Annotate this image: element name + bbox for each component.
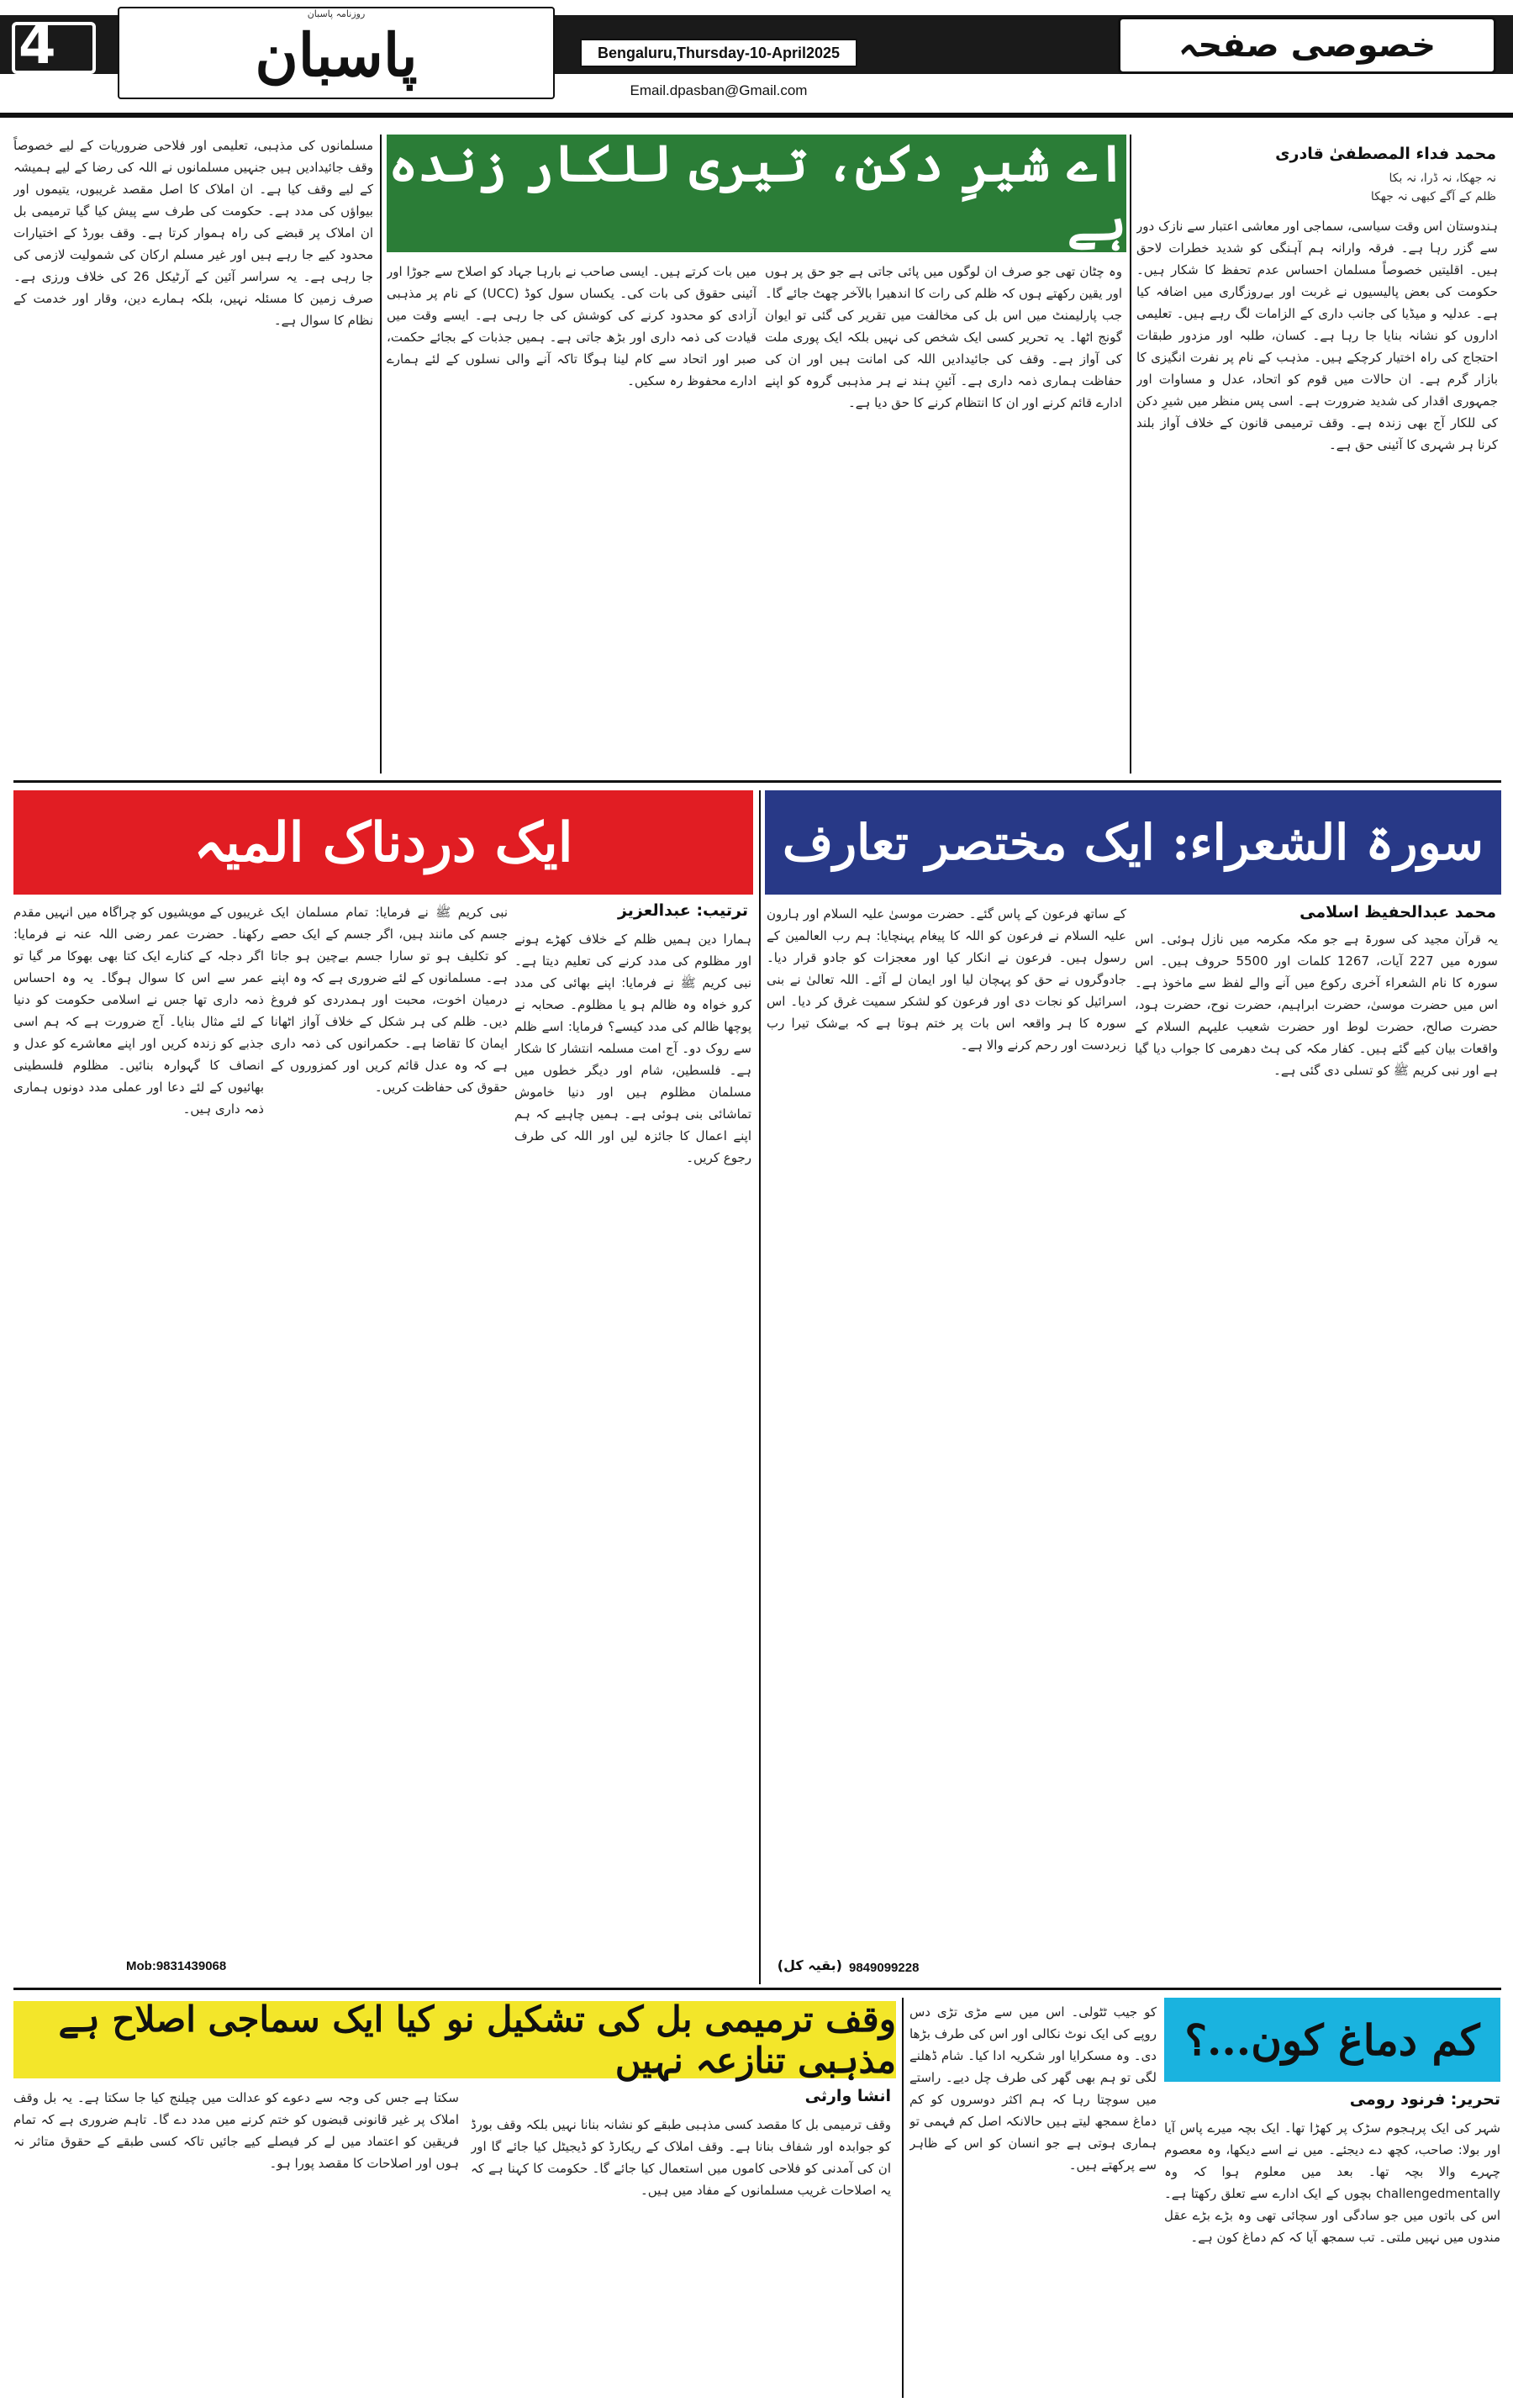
section-divider <box>13 1988 1501 1990</box>
article3-author: محمد عبدالحفیظ اسلامی <box>1299 903 1496 921</box>
article2-column-3: غریبوں کے مویشیوں کو چراگاہ میں انہیں مقدم رکھنا۔ حضرت عمر رضی اللہ عنہ نے فرمایا: اگر دجلہ کے کنارے ایک کتا بھی بھوکا مر گیا تو عمر سے اس کا سوال ہوگا۔ یہ وہ احساس ذمہ داری تھا جس نے اسلامی حکومت کو دنیا کے لئے مثال بنایا۔ آج ضرورت ہے کہ ہم اسی جذبے کو زندہ کریں اور اپنے معاشرے کو عدل و انصاف کا گہوارہ بنائیں۔ مظلوم فلسطینی بھائیوں کے لئے دعا اور عملی مدد دونوں ہماری ذمہ داری ہیں۔ <box>13 905 264 1117</box>
article2-compiler: ترتیب: عبدالعزیز <box>617 901 748 920</box>
column-divider <box>902 1998 904 2398</box>
article1-headline: اے شیرِ دکن، تیری للکار زندہ ہے <box>387 135 1126 252</box>
article5-column-1: شہر کی ایک پرہجوم سڑک پر کھڑا تھا۔ ایک بچہ میرے پاس آیا اور بولا: صاحب، کچھ دے دیجئے۔ میں نے اسے دیکھا، وہ معصوم چہرے والا بچہ تھا۔ بعد میں معلوم ہوا کہ وہ challengedmentally بچوں کے ایک ادارے سے تعلق رکھتا ہے۔ اس کی باتوں میں جو سادگی اور سچائی تھی وہ بڑے بڑے عقل مندوں میں نہیں ملتی۔ تب سمجھ آیا کہ کم دماغ کون ہے۔ <box>1164 2120 1500 2245</box>
article5-headline: کم دماغ کون...؟ <box>1164 1998 1500 2082</box>
article3-phone: 9849099228 <box>849 1961 920 1975</box>
article1-column-3: میں بات کرتے ہیں۔ ایسی صاحب نے بارہا جہاد کو اصلاح سے جوڑا اور آئینی حقوق کی بات کی۔ یکساں سول کوڈ (UCC) کے نام پر مذہبی آزادی کو محدود کرنے کی کوشش کی جا رہی ہے۔ ایسے وقت میں قیادت کی ذمہ داری اور بڑھ جاتی ہے۔ ہمیں جذبات کے بجائے حکمت، صبر اور اتحاد سے کام لینا ہوگا تاکہ آنے والی نسلوں کے لئے ہمارے ادارے محفوظ رہ سکیں۔ <box>387 264 756 388</box>
article4-column-1: وقف ترمیمی بل کا مقصد کسی مذہبی طبقے کو نشانہ بنانا نہیں بلکہ وقف بورڈ کو جوابدہ اور شفاف بنانا ہے۔ وقف املاک کے ریکارڈ کو ڈیجیٹل کیا جائے گا اور ان کی آمدنی کو فلاحی کاموں میں استعمال کیا جائے گا۔ حکومت کا کہنا ہے کہ یہ اصلاحات غریب مسلمانوں کے مفاد میں ہیں۔ <box>471 2117 891 2198</box>
article2-headline: ایک دردناک المیہ <box>13 790 753 895</box>
article1-column-2: وہ چٹان تھی جو صرف ان لوگوں میں پائی جاتی ہے جو حق پر ہوں اور یقین رکھتے ہوں کہ ظلم کی رات کا اندھیرا بالآخر چھٹ جائے گا۔ جب پارلیمنٹ میں اس بل کی مخالفت میں تقریر کی گئی تو ایوان گونج اٹھا۔ یہ تحریر کسی ایک شخص کی نہیں بلکہ ایک پوری ملت کی آواز ہے۔ وقف کی جائیدادیں اللہ کی امانت ہیں اور ان کی حفاظت ہماری ذمہ داری ہے۔ آئینِ ہند نے ہر مذہبی گروہ کو اپنے ادارے قائم کرنے اور ان کا انتظام کرنے کا حق دیا ہے۔ <box>765 264 1122 410</box>
article4-author: انشا وارثی <box>804 2087 891 2105</box>
newspaper-logo: پاسبان <box>255 20 418 90</box>
dateline: Bengaluru,Thursday-10-April2025 <box>580 39 857 67</box>
article5-author: تحریر: فرنود رومی <box>1349 2090 1500 2109</box>
article3-column-1: یہ قرآن مجید کی سورۃ ہے جو مکہ مکرمہ میں نازل ہوئی۔ اس سورہ میں 227 آیات، 1267 کلمات اور 5500 حروف ہیں۔ اس سورہ کا نام الشعراء آخری رکوع میں آنے والے لفظ سے ماخوذ ہے۔ اس میں حضرت موسیٰ، حضرت ابراہیم، حضرت نوح، حضرت ہود، حضرت صالح، حضرت لوط اور حضرت شعیب علیہم السلام کے واقعات بیان کیے گئے ہیں۔ کفار مکہ کی ہٹ دھرمی کا جواب دیا گیا ہے اور نبی کریم ﷺ کو تسلی دی گئی ہے۔ <box>1135 932 1498 1078</box>
section-divider <box>13 780 1501 783</box>
article2-mobile: Mob:9831439068 <box>126 1959 227 1973</box>
article4-column-2: سکتا ہے جس کی وجہ سے دعوے کو عدالت میں چیلنج کیا جا سکتا ہے۔ یہ بل وقف املاک پر غیر قانونی قبضوں کو ختم کرنے میں مدد دے گا۔ تاہم ضروری ہے کہ تمام فریقین کو اعتماد میں لے کر فیصلے کیے جائیں تاکہ کسی طبقے کے حقوق متاثر نہ ہوں اور اصلاحات کا مقصد پورا ہو۔ <box>13 2090 459 2171</box>
article2-column-1: ہمارا دین ہمیں ظلم کے خلاف کھڑے ہونے اور مظلوم کی مدد کرنے کی تعلیم دیتا ہے۔ نبی کریم ﷺ نے فرمایا: اپنے بھائی کی مدد کرو خواہ وہ ظالم ہو یا مظلوم۔ صحابہ نے پوچھا ظالم کی مدد کیسے؟ فرمایا: اسے ظلم سے روک دو۔ آج امت مسلمہ انتشار کا شکار ہے۔ فلسطین، شام اور دیگر خطوں میں مسلمان مظلوم ہیں اور دنیا خاموش تماشائی بنی ہوئی ہے۔ ہمیں چاہیے کہ ہم اپنے اعمال کا جائزہ لیں اور اللہ کی طرف رجوع کریں۔ <box>514 932 751 1165</box>
email-address[interactable]: Email.dpasban@Gmail.com <box>630 82 808 98</box>
article1-couplet-2: ظلم کے آگے کبھی نہ جھکا <box>1370 190 1496 203</box>
article1-column-4: مسلمانوں کی مذہبی، تعلیمی اور فلاحی ضروریات کے لیے خصوصاً وقف جائیدادیں ہیں جنہیں مسلمانوں نے اللہ کی رضا کے لیے ہمیشہ کے لیے وقف کیا ہے۔ ان املاک کا اصل مقصد غریبوں، یتیموں اور بیواؤں کی مدد ہے۔ حکومت کی طرف سے پیش کیا گیا ترمیمی بل ان املاک پر قبضے کی راہ ہموار کرتا ہے۔ وقف بورڈ کے اختیارات محدود کیے جا رہے ہیں اور غیر مسلم ارکان کی شمولیت لازمی کی جا رہی ہے۔ یہ سراسر آئین کے آرٹیکل 26 کی خلاف ورزی ہے۔ صرف زمین کا مسئلہ نہیں، بلکہ ہمارے دین، وقار اور خدمت کے نظام کا سوال ہے۔ <box>13 138 373 328</box>
article3-continued: (بقیہ کل) <box>777 1957 842 1973</box>
article1-couplet-1: نہ جھکا، نہ ڈرا، نہ بکا <box>1389 172 1496 185</box>
article1-author: محمد فداء المصطفیٰ قادری <box>1275 145 1496 163</box>
article5-column-2: کو جیب ٹٹولی۔ اس میں سے مڑی تڑی دس روپے کی ایک نوٹ نکالی اور اس کی طرف بڑھا دی۔ وہ مسکرایا اور شکریہ ادا کیا۔ شام ڈھلنے لگی تو ہم بھی گھر کی طرف چل دیے۔ راستے میں سوچتا رہا کہ ہم اکثر دوسروں کو کم دماغ سمجھ لیتے ہیں حالانکہ اصل کم فہمی تو ہماری ہوتی ہے جو انسان کو اس کے ظاہر سے پرکھتے ہیں۔ <box>909 2004 1157 2173</box>
article1-column-1: ہندوستان اس وقت سیاسی، سماجی اور معاشی اعتبار سے نازک دور سے گزر رہا ہے۔ فرقہ وارانہ ہم آہنگی کو شدید خطرات لاحق ہیں۔ اقلیتیں خصوصاً مسلمان احساس عدم تحفظ کا شکار ہیں۔ حکومت کی بعض پالیسیوں نے غربت اور بےروزگاری میں اضافہ کیا ہے۔ عدلیہ و میڈیا کی جانب داری کے الزامات لگ رہے ہیں۔ تعلیمی اداروں کو نشانہ بنایا جا رہا ہے۔ کسان، طلبہ اور مزدور طبقات احتجاج کی راہ اختیار کرچکے ہیں۔ مذہب کے نام پر نفرت انگیزی کا بازار گرم ہے۔ ان حالات میں قوم کو اتحاد، عدل و مساوات اور جمہوری اقدار کی شدید ضرورت ہے۔ اسی پس منظر میں شیرِ دکن کی للکار آج بھی زندہ ہے۔ وقف ترمیمی قانون کے خلاف آواز بلند کرنا ہر شہری کا آئینی حق ہے۔ <box>1136 219 1498 452</box>
section-title: خصوصی صفحہ <box>1118 17 1496 74</box>
logo-tagline: روزنامہ پاسبان <box>307 8 366 19</box>
column-divider <box>380 135 382 774</box>
column-divider <box>759 790 761 1984</box>
article2-column-2: نبی کریم ﷺ نے فرمایا: تمام مسلمان ایک جسم کی مانند ہیں، اگر جسم کے ایک حصے کو تکلیف ہو تو سارا جسم بےچین ہو جاتا ہے۔ مسلمانوں کے لئے ضروری ہے کہ وہ اپنے درمیان اخوت، محبت اور ہمدردی کو فروغ دیں۔ ظلم کی ہر شکل کے خلاف آواز اٹھانا ایمان کا تقاضا ہے۔ حکمرانوں کی ذمہ داری ہے کہ وہ عدل قائم کریں اور کمزوروں کے حقوق کی حفاظت کریں۔ <box>271 905 508 1095</box>
page-number: 4 <box>18 14 56 77</box>
article3-headline: سورۃ الشعراء: ایک مختصر تعارف <box>765 790 1501 895</box>
column-divider <box>1130 135 1131 774</box>
article4-headline: وقف ترمیمی بل کی تشکیل نو کیا ایک سماجی اصلاح ہے مذہبی تنازعہ نہیں <box>13 2001 896 2078</box>
article3-column-2: کے ساتھ فرعون کے پاس گئے۔ حضرت موسیٰ علیہ السلام اور ہارون علیہ السلام نے فرعون کو اللہ کا پیغام پہنچایا: ہم رب العالمین کے رسول ہیں۔ فرعون نے انکار کیا اور معجزات کو جادو قرار دیا۔ جادوگروں نے حق کو پہچان لیا اور ایمان لے آئے۔ اللہ تعالیٰ نے بنی اسرائیل کو نجات دی اور فرعون کو لشکر سمیت غرق کر دیا۔ اس سورہ کا ہر واقعہ اس بات پر ختم ہوتا ہے کہ بےشک تیرا رب زبردست اور رحم کرنے والا ہے۔ <box>767 906 1126 1053</box>
